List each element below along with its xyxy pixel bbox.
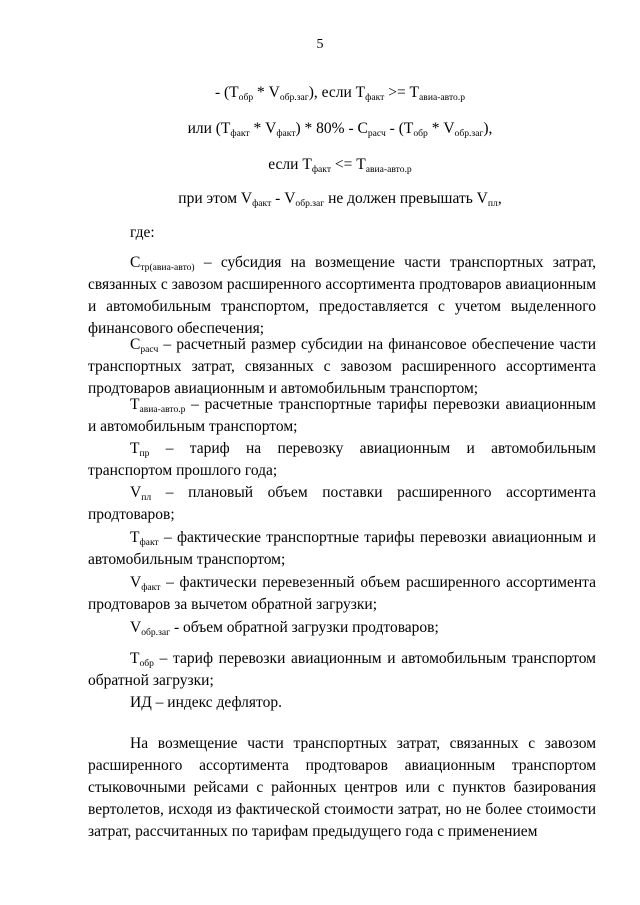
where-label: где: xyxy=(130,224,155,241)
definition-prev-tariff: $Т_{пр}$ – тариф на перевозку авиационным и автомобильным транспортом прошлого года; xyxy=(88,440,596,479)
definition-actual-tariffs: $Т_{факт}$ – фактические транспортные тарифы перевозки авиационным и автомобильным транспортом; xyxy=(88,529,596,568)
definition-actual-volume: $V_{факт}$ – фактически перевезенный объем расширенного ассортимента продтоваров за вычетом обратной загрузки; xyxy=(88,574,596,613)
formula-line-4: при этом $V_{факт} - V_{обр.заг}$ не должен превышать $V_{пл}$, xyxy=(178,190,502,209)
definition-subsidy: $С_{тр(авиа-авто)}$ – субсидия на возмещение части транспортных затрат, связанных с завозом расширенного ассортимента продтоваров авиационным и автомобильным транспортом, предоставляется с учетом выделенного финансового обеспечения; xyxy=(88,254,596,337)
definition-return-tariff: $Т_{обр}$ – тариф перевозки авиационным и автомобильным транспортом обратной загрузки; xyxy=(88,650,596,689)
formula-line-3: если $Т_{факт} <= Т_{авиа-авто.р}$ xyxy=(268,156,412,175)
formula-line-2: или $(Т_{факт} * V_{факт}) * 80\% - С_{расч} - (Т_{обр} * V_{обр.заг})$, xyxy=(187,120,493,139)
definition-planned-volume: $V_{пл}$ – плановый объем поставки расширенного ассортимента продтоваров; xyxy=(88,484,596,523)
formula-line-1: - $(Т_{обр} * V_{обр.заг})$, если $Т_{факт} >= Т_{авиа-авто.р}$ xyxy=(214,84,466,103)
page-number: 5 xyxy=(316,37,324,52)
definition-return-volume: $V_{обр.заг}$ - объем обратной загрузки продтоваров; xyxy=(130,619,439,638)
definition-calc-subsidy: $С_{расч}$ – расчетный размер субсидии на финансовое обеспечение части транспортных затрат, связанных с завозом расширенного ассортимента продтоваров авиационным и автомобильным транспортом; xyxy=(88,336,596,397)
closing-paragraph: На возмещение части транспортных затрат, связанных с завозом расширенного ассортимента продтоваров авиационным транспортом стыковочными рейсами с районных центров или с пунктов базирования вертолетов, исходя из фактической стоимости затрат, но не более стоимости затрат, рассчитанных по тарифам предыдущего года с применением xyxy=(88,735,596,840)
definition-calc-tariffs: $Т_{авиа-авто.р}$ – расчетные транспортные тарифы перевозки авиационным и автомобильным транспортом; xyxy=(88,396,596,435)
definition-deflator-index: ИД – индекс дефлятор. xyxy=(130,694,282,711)
